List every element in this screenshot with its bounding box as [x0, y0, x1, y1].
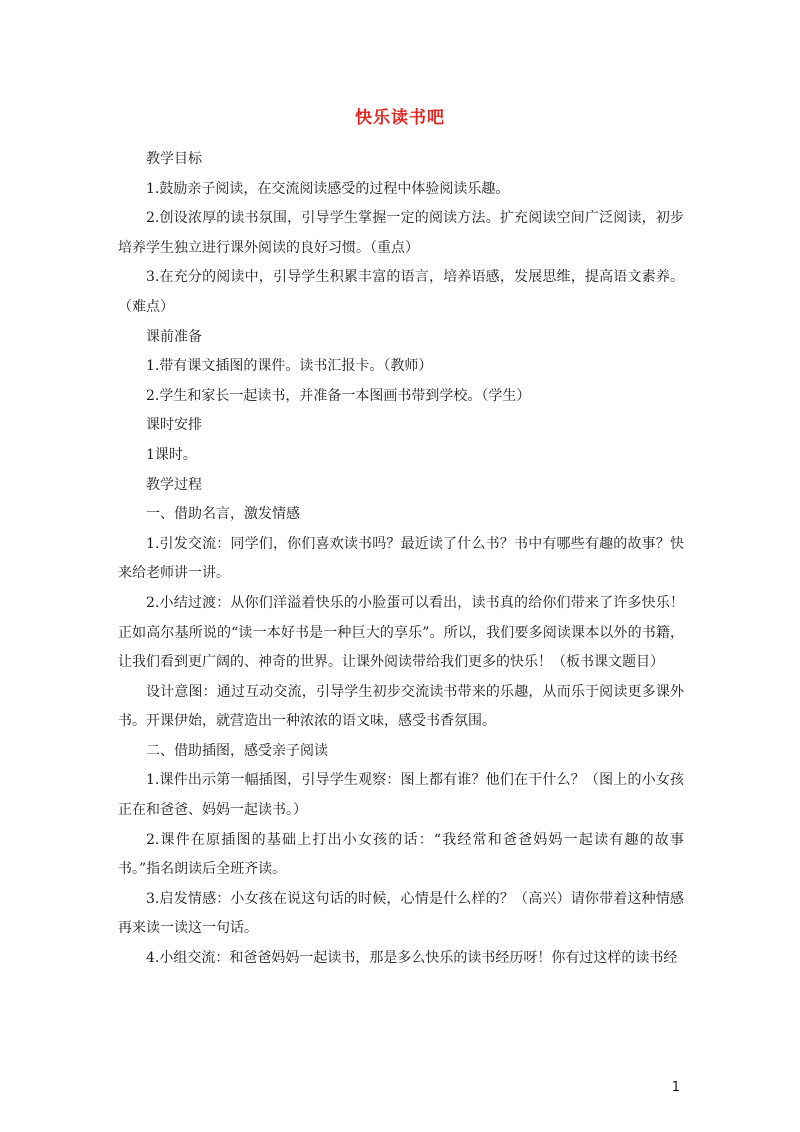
paragraph: 3.在充分的阅读中，引导学生积累丰富的语言，培养语感，发展思维，提高语文素养。（难点）: [118, 269, 684, 315]
paragraph: 2.课件在原插图的基础上打出小女孩的话：“我经常和爸爸妈妈一起读有趣的故事书。”指名朗读后全班齐读。: [118, 831, 684, 878]
paragraph: 1.鼓励亲子阅读，在交流阅读感受的过程中体验阅读乐趣。: [146, 180, 510, 197]
paragraph: 2.创设浓厚的读书氛围，引导学生掌握一定的阅读方法。扩充阅读空间广泛阅读，初步培养学生独立进行课外阅读的良好习惯。（重点）: [118, 210, 684, 256]
paragraph: 1.课件出示第一幅插图，引导学生观察：图上都有谁？他们在干什么？（图上的小女孩正在和爸爸、妈妈一起读书。）: [118, 772, 684, 819]
subsection-heading: 一、借助名言，激发情感: [146, 506, 300, 523]
paragraph: 1.引发交流：同学们，你们喜欢读书吗？最近读了什么书？书中有哪些有趣的故事？快来给老师讲一讲。: [118, 535, 684, 582]
paragraph: 4.小组交流：和爸爸妈妈一起读书，那是多么快乐的读书经历呀！你有过这样的读书经: [146, 950, 678, 967]
paragraph: 3.启发情感：小女孩在说这句话的时候，心情是什么样的？（高兴）请你带着这种情感再来读一读这一句话。: [118, 890, 684, 937]
section-heading-preparation: 课前准备: [146, 328, 202, 345]
section-heading-goals: 教学目标: [146, 151, 202, 167]
paragraph: 2.学生和家长一起读书，并准备一本图画书带到学校。（学生）: [146, 387, 531, 404]
page-title: 快乐读书吧: [355, 108, 445, 128]
subsection-heading: 二、借助插图，感受亲子阅读: [146, 742, 328, 759]
body-text: [118, 145, 684, 974]
paragraph-design-intent: 设计意图：通过互动交流，引导学生初步交流读书带来的乐趣，从而乐于阅读更多课外书。开课伊始，就营造出一种浓浓的语文味，感受书香氛围。: [118, 683, 684, 730]
paragraph: 2.小结过渡：从你们洋溢着快乐的小脸蛋可以看出，读书真的给你们带来了许多快乐！正如高尔基所说的“读一本好书是一种巨大的享乐”。所以，我们要多阅读课本以外的书籍，让我们看到更广阔的、神奇的世界。让课外阅读带给我们更多的快乐！（板书课文题目）: [118, 594, 684, 671]
section-heading-process: 教学过程: [146, 476, 202, 493]
paragraph: 1课时。: [146, 446, 197, 463]
paragraph: 1.带有课文插图的课件。读书汇报卡。（教师）: [146, 358, 433, 375]
page-number: 1: [671, 1080, 680, 1095]
section-heading-schedule: 课时安排: [146, 417, 202, 434]
